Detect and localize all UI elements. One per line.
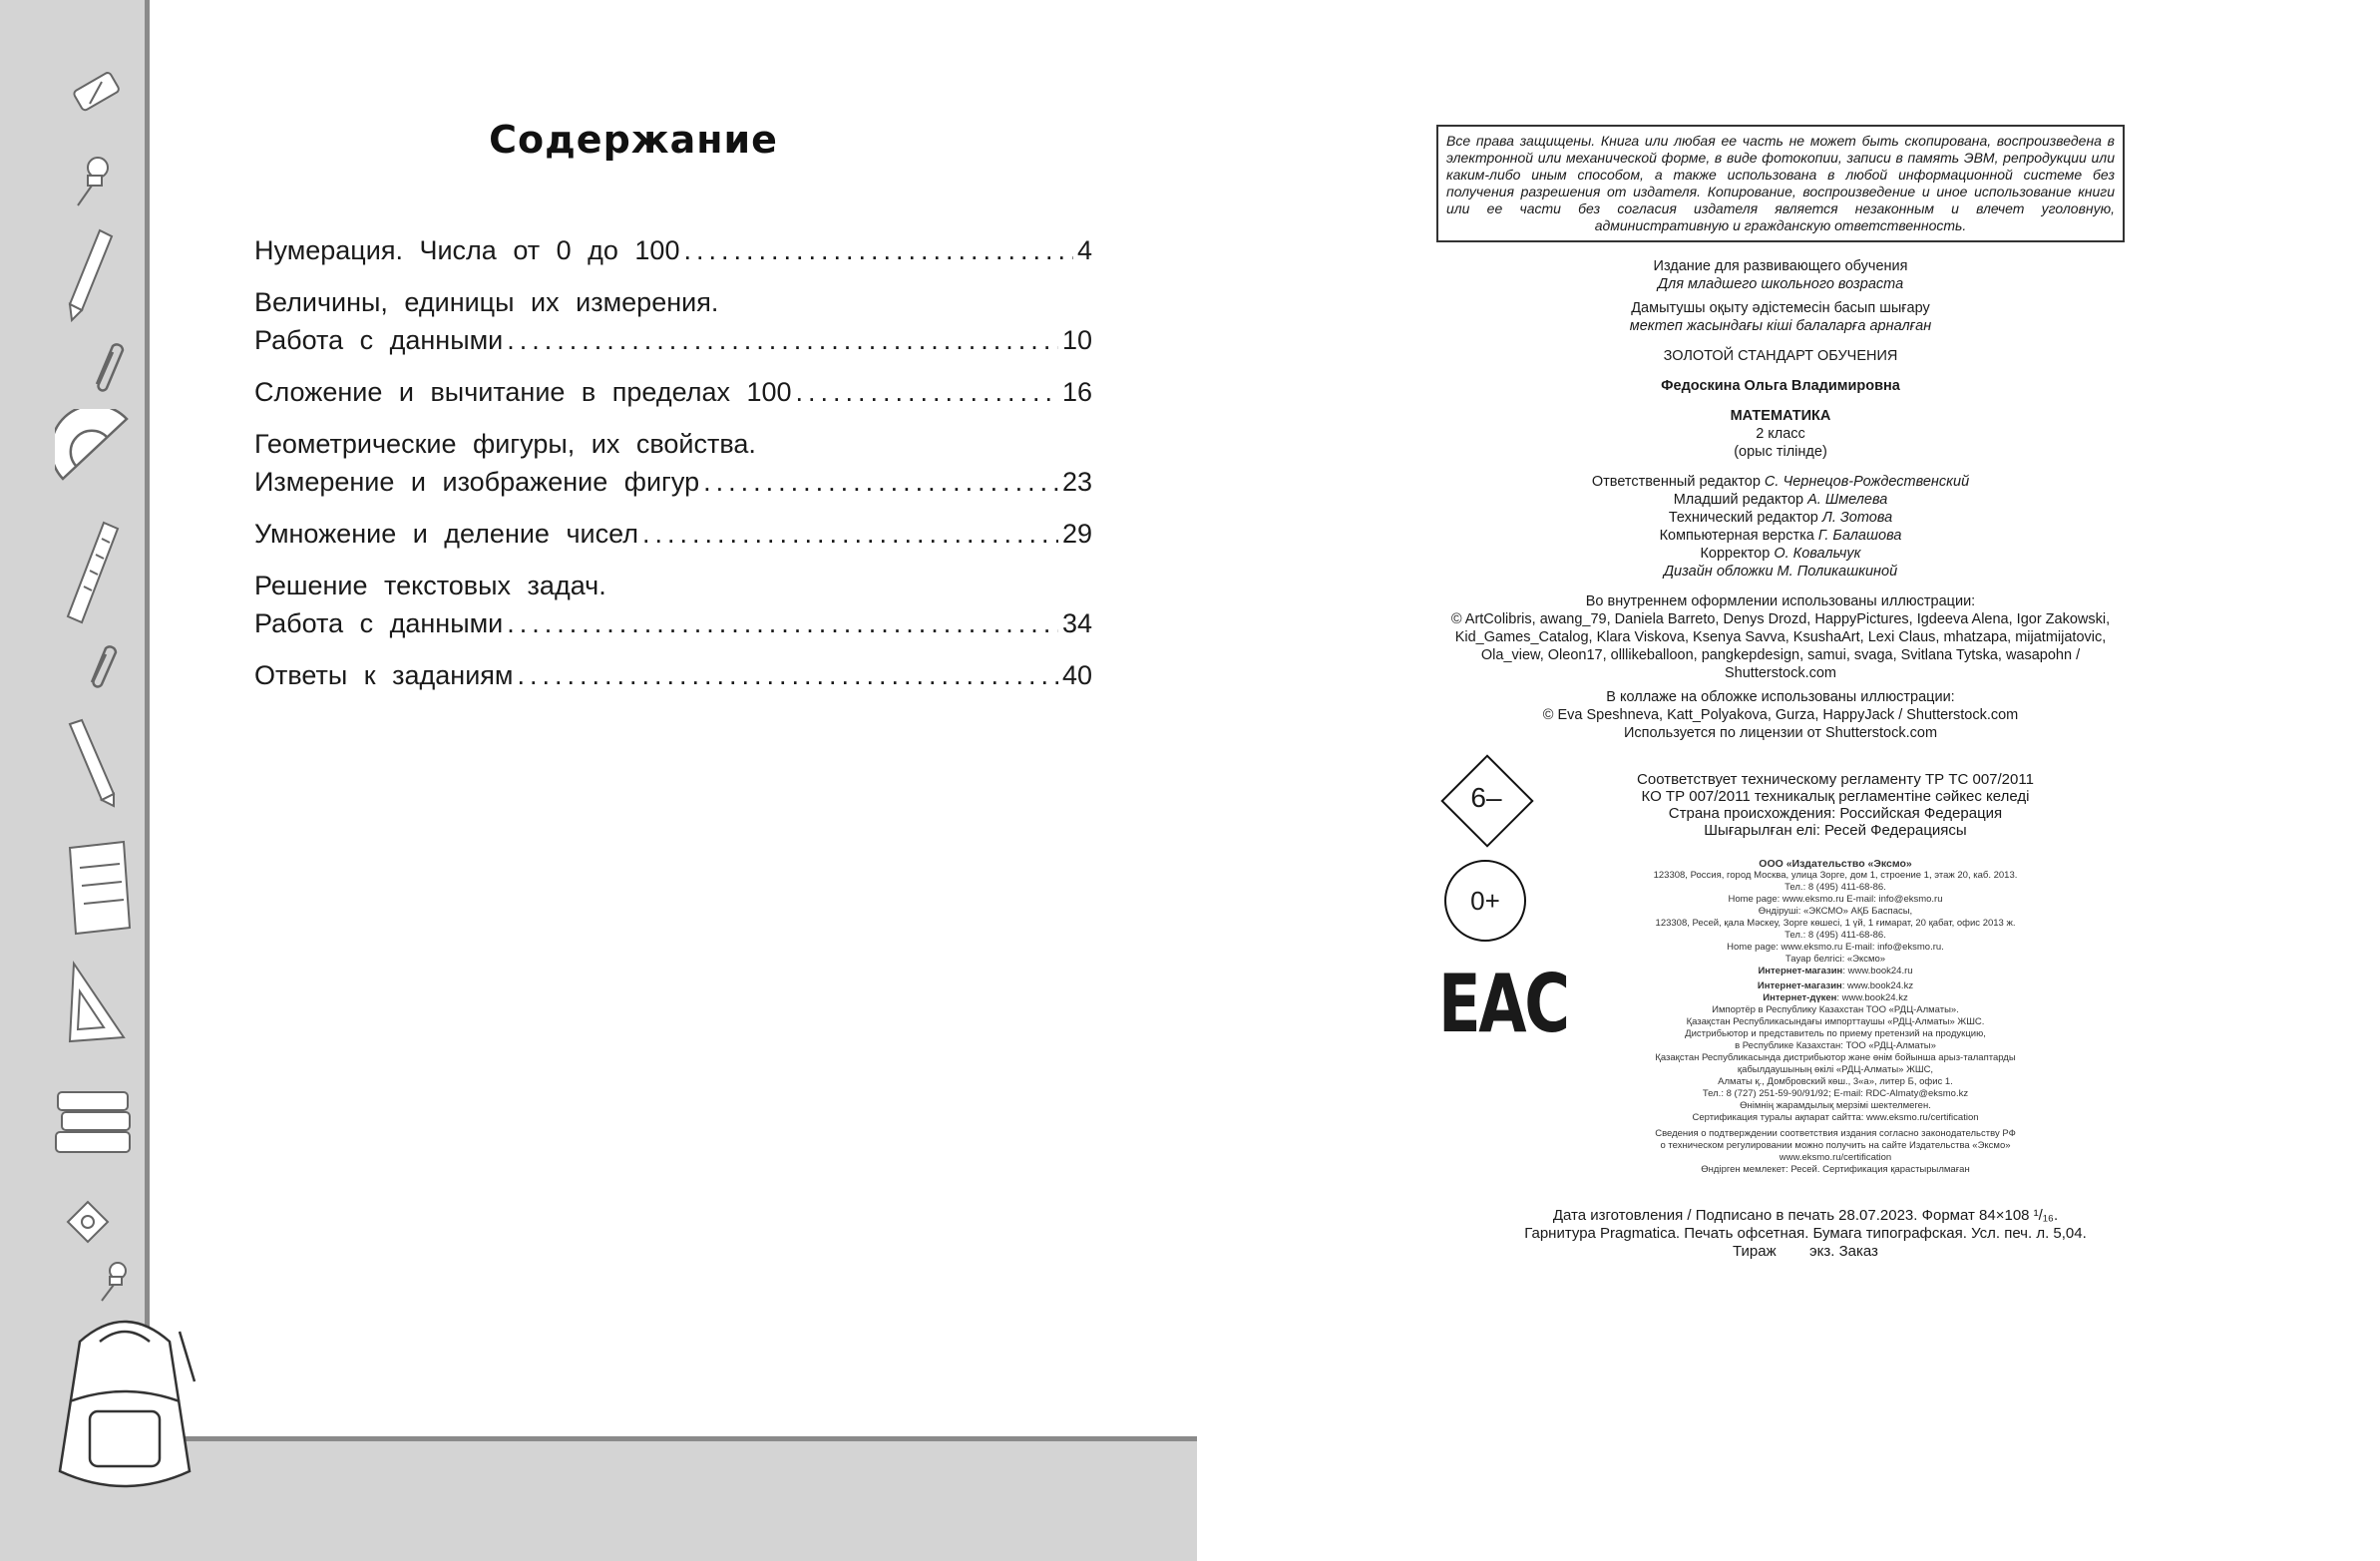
credit-role: Технический редактор xyxy=(1668,510,1818,526)
sharpener-icon xyxy=(58,1192,118,1252)
credit-line xyxy=(1436,491,2125,509)
publisher-line: Home page: www.eksmo.ru E-mail: info@eksmo.ru xyxy=(1728,894,1943,905)
credit-name: А. Шмелева xyxy=(1807,492,1888,508)
toc-entry[interactable] xyxy=(254,515,1092,553)
kz-line: Қазақстан Республикасындағы импорттаушы «РДЦ-Алматы» ЖШС. xyxy=(1686,1016,1985,1027)
shop-url: : www.book24.kz xyxy=(1836,992,1908,1003)
pencil-icon xyxy=(62,718,122,808)
kz-line: Импортёр в Республику Казахстан ТОО «РДЦ-Алматы». xyxy=(1712,1004,1959,1015)
credit-role: Компьютерная верстка xyxy=(1659,528,1814,544)
age-group: Для младшего школьного возраста xyxy=(1657,276,1904,292)
conformity-block xyxy=(1556,771,2115,839)
toc-entry-title: Решение текстовых задач. xyxy=(254,571,606,600)
kz-line: қабылдаушының өкілі «РДЦ-Алматы» ЖШС, xyxy=(1737,1064,1934,1075)
shop-label: Интернет-магазин xyxy=(1758,966,1843,976)
conformity-line: КО ТР 007/2011 техникалық регламентіне сәйкес келеді xyxy=(1641,788,2030,805)
credit-line xyxy=(1436,509,2125,527)
publisher-line: Тел.: 8 (495) 411-68-86. xyxy=(1785,930,1886,941)
publisher-line: Тел.: 8 (495) 411-68-86. xyxy=(1785,882,1886,893)
toc-leader-dots xyxy=(517,656,1057,694)
series-name: ЗОЛОТОЙ СТАНДАРТ ОБУЧЕНИЯ xyxy=(1663,348,1898,364)
online-shop-ru xyxy=(1556,966,2115,977)
toc-leader-dots xyxy=(703,463,1058,501)
eraser-icon xyxy=(68,62,128,122)
toc-entry[interactable] xyxy=(254,567,1092,642)
conformity-line: Шығарылған елі: Ресей Федерациясы xyxy=(1704,822,1967,839)
toc-entry-title-cont: Измерение и изображение фигур xyxy=(254,467,700,497)
eac-mark: EAC xyxy=(1438,958,1568,1050)
book-title: МАТЕМАТИКА xyxy=(1730,408,1831,424)
online-shop-kz2 xyxy=(1556,992,2115,1004)
protractor-icon xyxy=(55,409,145,499)
collage-heading: В коллаже на обложке использованы иллюстрации: xyxy=(1606,689,1955,705)
kz-line: Сертификация туралы ақпарат сайтта: www.eksmo.ru/certification xyxy=(1692,1112,1979,1123)
publisher-name: ООО «Издательство «Эксмо» xyxy=(1759,858,1912,870)
print-run-order: Тираж экз. Заказ xyxy=(1733,1243,1878,1260)
notepad-icon xyxy=(58,838,138,938)
age-rating-circle: 0+ xyxy=(1444,860,1526,942)
license-note: Используется по лицензии от Shutterstock.com xyxy=(1623,725,1938,741)
publisher-block xyxy=(1556,858,2115,1176)
online-shop-kz xyxy=(1556,980,2115,992)
age-rating-diamond-label: 6– xyxy=(1470,782,1502,813)
toc-entry-page: 4 xyxy=(1076,235,1092,265)
toc-entry-title: Ответы к заданиям xyxy=(254,660,514,690)
conformity-line: Соответствует техническому регламенту ТР ТС 007/2011 xyxy=(1637,771,2034,788)
pencil-icon xyxy=(62,224,122,324)
credit-line xyxy=(1436,527,2125,545)
ruler-icon xyxy=(58,519,128,628)
kz-edition-line-2: мектеп жасындағы кіші балаларға арналған xyxy=(1629,318,1932,334)
toc-leader-dots xyxy=(507,604,1058,642)
toc-entry-title-cont: Работа с данными xyxy=(254,608,504,638)
toc-entry-page: 10 xyxy=(1061,325,1092,355)
print-details xyxy=(1476,1207,2135,1261)
left-decor-border xyxy=(145,0,150,1441)
cert-line: Өндірген мемлекет: Ресей. Сертификация қарастырылмаған xyxy=(1701,1164,1970,1175)
toc-entry[interactable] xyxy=(254,373,1092,411)
author-name: Федоскина Ольга Владимировна xyxy=(1661,378,1900,394)
credit-line xyxy=(1436,473,2125,491)
paperclip-icon xyxy=(82,638,122,688)
kz-line: Дистрибьютор и представитель по приему претензий на продукцию, xyxy=(1685,1028,1986,1039)
backpack-icon xyxy=(40,1302,209,1501)
publisher-line: Өндіруші: «ЭКСМО» АҚБ Баспасы, xyxy=(1758,906,1913,917)
print-typeface-paper: Гарнитура Pragmatica. Печать офсетная. Бумага типографская. Усл. печ. л. 5,04. xyxy=(1524,1225,2087,1242)
cert-line: о техническом регулировании можно получить на сайте Издательства «Эксмо» xyxy=(1660,1140,2011,1151)
toc-leader-dots xyxy=(642,515,1058,553)
print-date-format: Дата изготовления / Подписано в печать 28.07.2023. Формат 84×108 ¹/₁₆. xyxy=(1552,1207,2059,1224)
toc-entry-page: 16 xyxy=(1061,377,1092,407)
copyright-notice: Все права защищены. Книга или любая ее часть не может быть скопирована, воспроизведена в электронной или механической форме, в виде фотокопии, записи в память ЭВМ, репродукции или каким-либо иным способом, а также использована в любой информационной системе без получения разрешения от издателя. Копирование, воспроизведение и иное использование книги или ее части без согласия издателя является незаконным и влечет уголовную, административную и гражданскую ответственность. xyxy=(1436,125,2125,242)
toc-entry-page: 23 xyxy=(1061,467,1092,497)
toc-entry-page: 34 xyxy=(1061,608,1092,638)
toc-entry-title: Нумерация. Числа от 0 до 100 xyxy=(254,235,680,265)
cert-line: Сведения о подтверждении соответствия издания согласно законодательству РФ xyxy=(1655,1128,2016,1139)
publisher-line: 123308, Россия, город Москва, улица Зорге, дом 1, строение 1, этаж 20, каб. 2013. xyxy=(1653,870,2018,881)
toc-title: Содержание xyxy=(489,118,778,162)
shop-url: : www.book24.ru xyxy=(1842,966,1913,976)
credit-name: Л. Зотова xyxy=(1821,510,1893,526)
shop-label: Интернет-магазин xyxy=(1757,980,1842,991)
imprint-block xyxy=(1436,125,2125,742)
shop-url: : www.book24.kz xyxy=(1841,980,1914,991)
edition-type: Издание для развивающего обучения xyxy=(1653,258,1908,274)
credit-name: С. Чернецов-Рождественский xyxy=(1764,474,1970,490)
cert-line: www.eksmo.ru/certification xyxy=(1779,1152,1892,1163)
collage-list: © Eva Speshneva, Katt_Polyakova, Gurza, HappyJack / Shutterstock.com xyxy=(1542,707,2019,723)
toc-entry-title: Геометрические фигуры, их свойства. xyxy=(254,429,756,459)
illustrations-list: © ArtColibris, awang_79, Daniela Barreto, Denys Drozd, HappyPictures, Igdeeva Alena, Igor Zakowski, Kid_Games_Catalog, Klara Viskova, Ksenya Savva, KsushaArt, Lexi Claus, mhatzapa, mijatmijatovic, Ola_view, Oleon17, olllikeballoon, pangkepdesign, samui, svaga, Svitlana Tytska, wasapohn / Shutterstock.com xyxy=(1450,611,2111,681)
kz-line: Өнімнің жарамдылық мерзімі шектелмеген. xyxy=(1740,1100,1931,1111)
set-square-icon xyxy=(62,958,132,1047)
toc-entry-title: Величины, единицы их измерения. xyxy=(254,287,719,317)
publisher-line: Тауар белгісі: «Эксмо» xyxy=(1785,954,1886,965)
toc-list xyxy=(254,231,1092,708)
credit-role: Корректор xyxy=(1700,546,1771,562)
kz-line: Тел.: 8 (727) 251-59-90/91/92; E-mail: RDC-Almaty@eksmo.kz xyxy=(1702,1088,1969,1099)
paperclip-icon xyxy=(85,334,125,394)
cover-design-credit: Дизайн обложки М. Поликашкиной xyxy=(1663,564,1898,580)
pushpin-icon xyxy=(68,150,118,209)
book-language: (орыс тілінде) xyxy=(1734,444,1827,460)
toc-entry-title-cont: Работа с данными xyxy=(254,325,504,355)
credit-name: Г. Балашова xyxy=(1817,528,1902,544)
publisher-line: Home page: www.eksmo.ru E-mail: info@eksmo.ru. xyxy=(1727,942,1944,953)
pushpin-icon xyxy=(90,1255,140,1305)
toc-entry[interactable] xyxy=(254,656,1092,694)
kz-line: Алматы қ., Домбровский көш., 3«а», литер Б, офис 1. xyxy=(1718,1076,1953,1087)
toc-entry-title: Умножение и деление чисел xyxy=(254,519,638,549)
toc-entry-page: 40 xyxy=(1061,660,1092,690)
bottom-decor-border xyxy=(145,1436,1197,1441)
conformity-line: Страна происхождения: Российская Федерация xyxy=(1668,805,2003,822)
credit-role: Младший редактор xyxy=(1673,492,1804,508)
kz-line: Қазақстан Республикасында дистрибьютор және өнім бойынша арыз-талаптарды xyxy=(1655,1052,2016,1063)
illustrations-heading: Во внутреннем оформлении использованы иллюстрации: xyxy=(1585,593,1976,609)
toc-leader-dots xyxy=(796,373,1058,411)
toc-entry[interactable] xyxy=(254,283,1092,359)
toc-entry[interactable] xyxy=(254,425,1092,501)
book-grade: 2 класс xyxy=(1756,426,1805,442)
shop-label: Интернет-дүкен xyxy=(1763,992,1837,1003)
kz-line: в Республике Казахстан: ТОО «РДЦ-Алматы» xyxy=(1735,1040,1936,1051)
toc-entry-page: 29 xyxy=(1061,519,1092,549)
credit-role: Ответственный редактор xyxy=(1591,474,1761,490)
kz-edition-line-1: Дамытушы оқыту әдістемесін басып шығару xyxy=(1631,300,1930,316)
credit-name: О. Ковальчук xyxy=(1774,546,1861,562)
toc-leader-dots xyxy=(507,321,1058,359)
toc-entry-title: Сложение и вычитание в пределах 100 xyxy=(254,377,792,407)
credit-line xyxy=(1436,545,2125,563)
publisher-line: 123308, Ресей, қала Мәскеу, Зорге көшесі, 1 үй, 1 ғимарат, 20 қабат, офис 2013 ж. xyxy=(1655,918,2016,929)
toc-leader-dots xyxy=(683,231,1073,269)
toc-entry[interactable] xyxy=(254,231,1092,269)
books-icon xyxy=(50,1082,140,1162)
